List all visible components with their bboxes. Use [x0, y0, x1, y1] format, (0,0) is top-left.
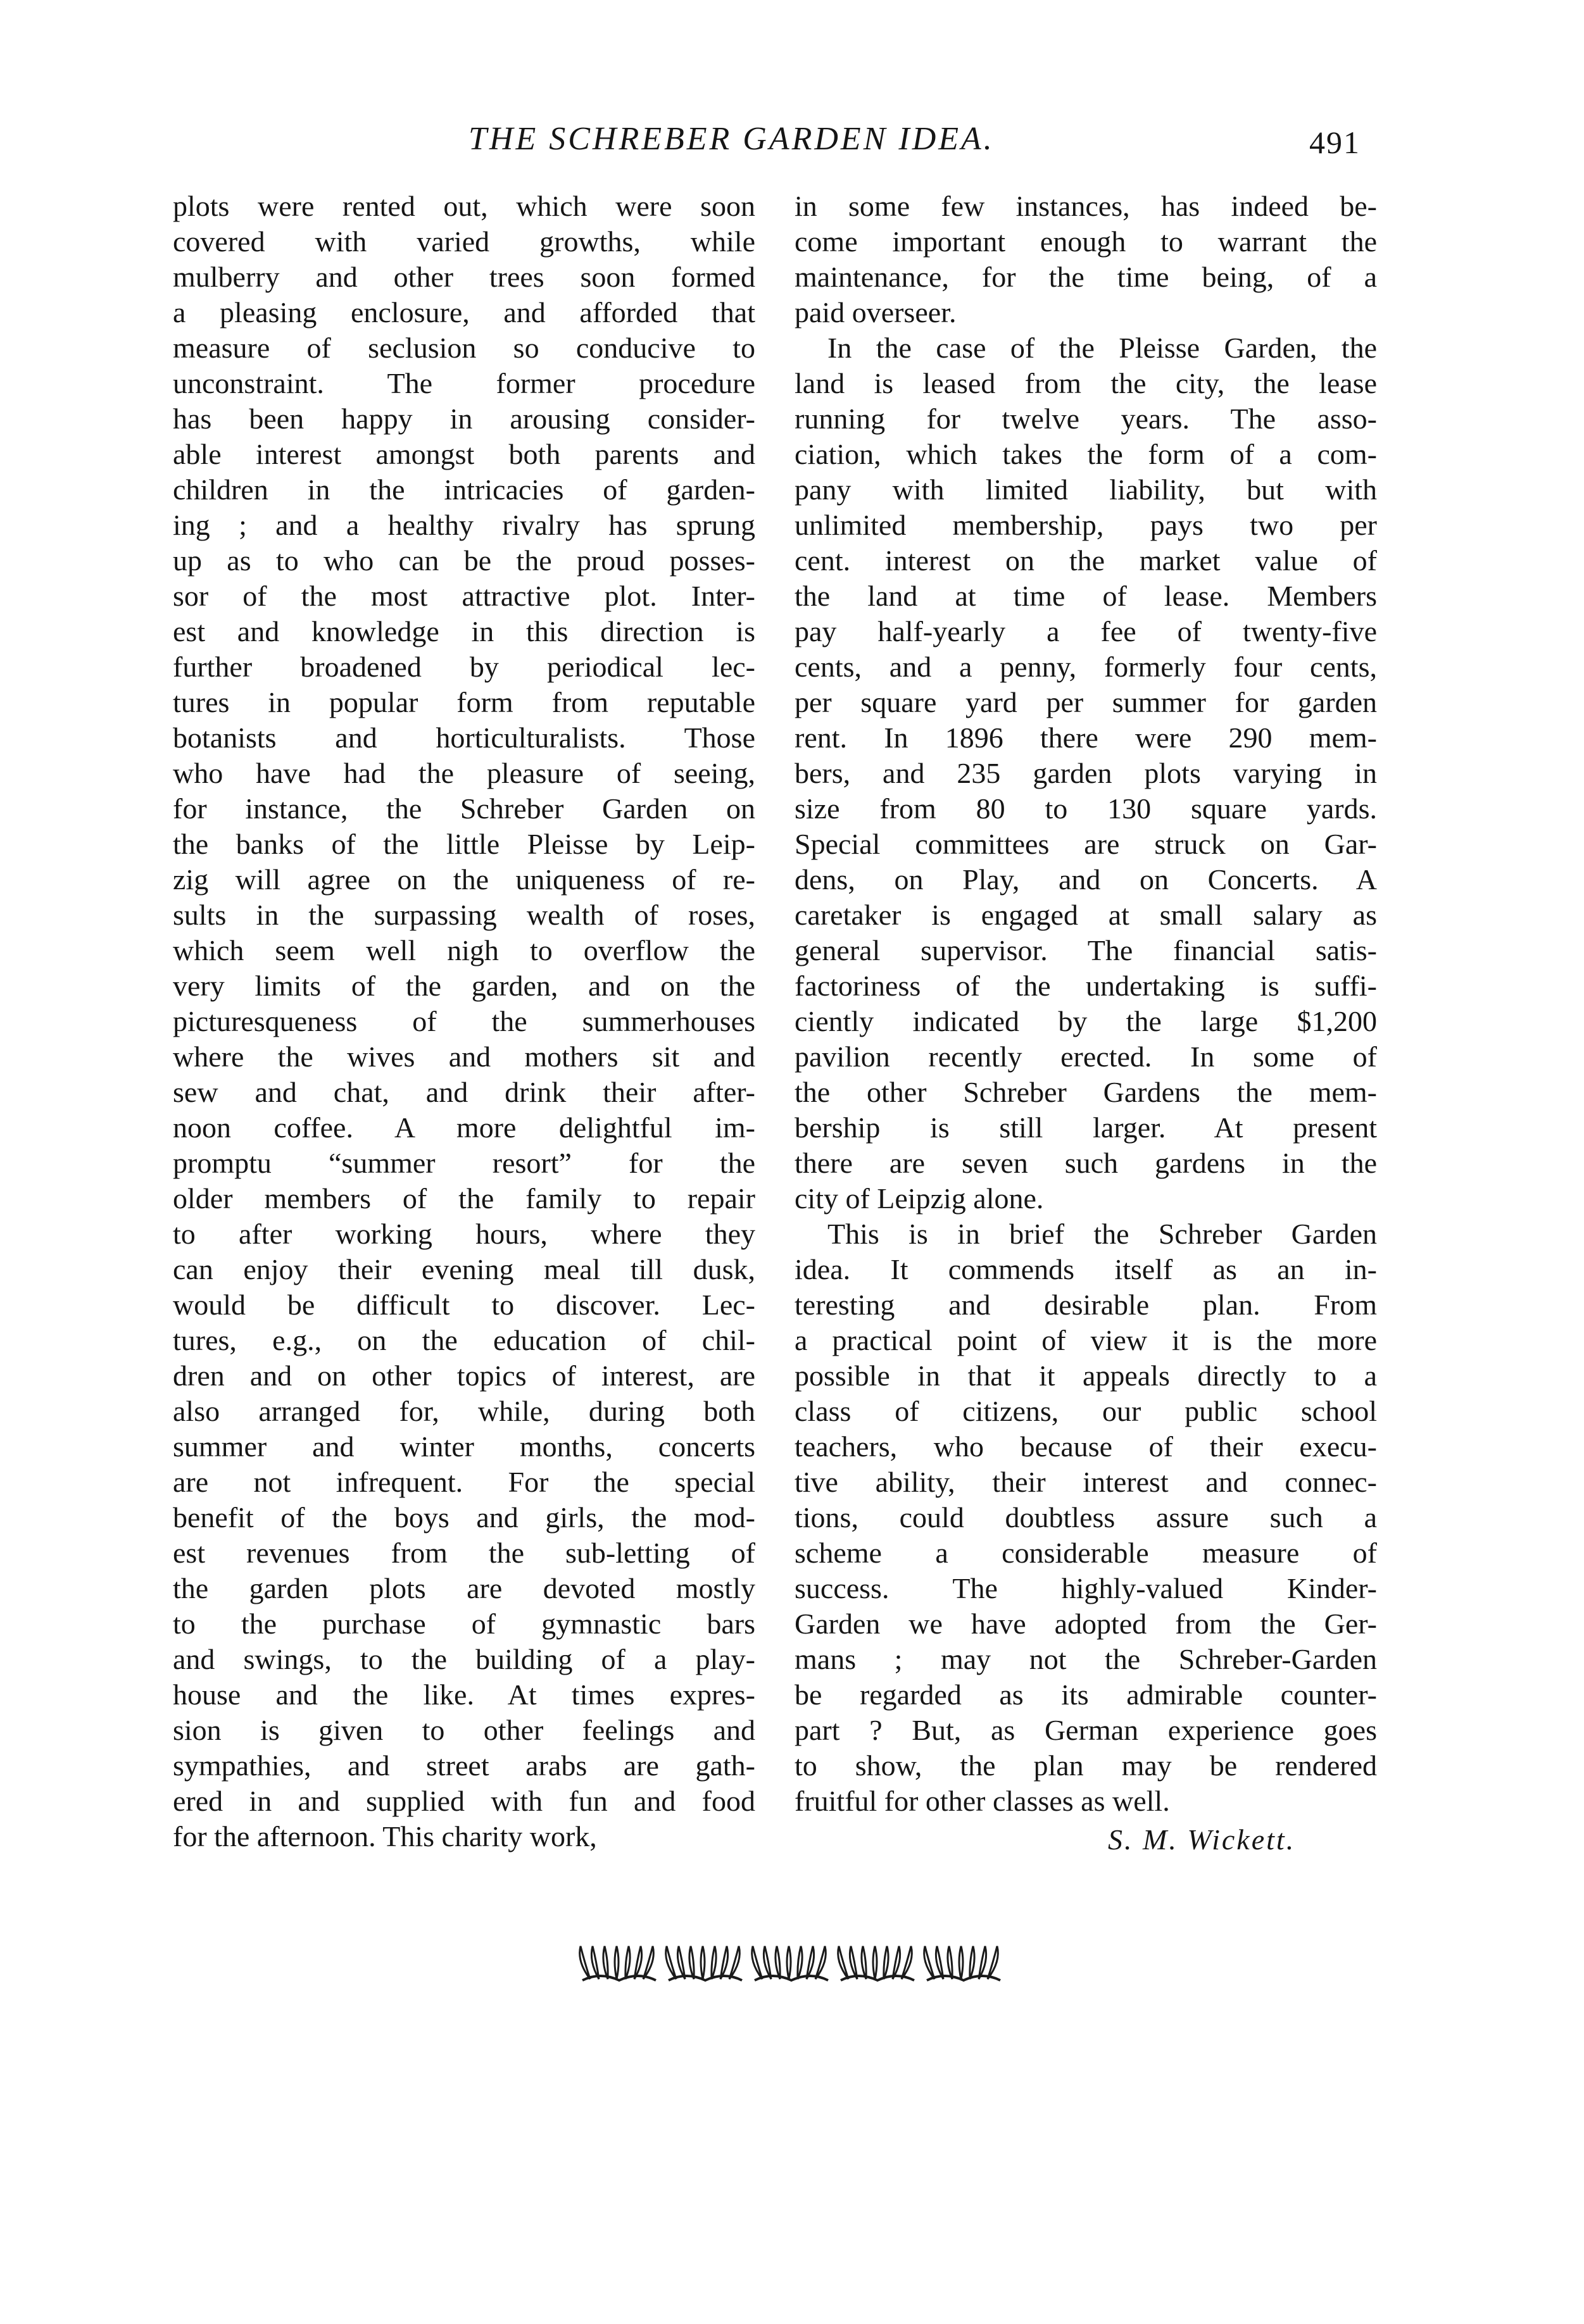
text-line: and swings, to the building of a play-: [173, 1643, 755, 1675]
text-line: very limits of the garden, and on the: [173, 970, 755, 1002]
text-line: unlimited membership, pays two per: [795, 509, 1377, 541]
text-line: mans ; may not the Schreber-Garden: [795, 1643, 1377, 1675]
text-line: a practical point of view it is the more: [795, 1324, 1377, 1356]
text-line: tures, e.g., on the education of chil-: [173, 1324, 755, 1356]
text-line: rent. In 1896 there were 290 mem-: [795, 722, 1377, 754]
text-line: the garden plots are devoted mostly: [173, 1572, 755, 1604]
text-line: summer and winter months, concerts: [173, 1430, 755, 1463]
leaf-motif-icon: [580, 1946, 656, 1980]
running-title: THE SCHREBER GARDEN IDEA.: [468, 121, 995, 157]
text-line: who have had the pleasure of seeing,: [173, 757, 755, 789]
text-line: come important enough to warrant the: [795, 225, 1377, 258]
text-line: Special committees are struck on Gar-: [795, 828, 1377, 860]
page-header: [0, 120, 1584, 171]
text-line: ciently indicated by the large $1,200: [795, 1005, 1377, 1037]
leaf-motif-icon: [838, 1946, 914, 1980]
text-line: per square yard per summer for garden: [795, 686, 1377, 718]
text-line: promptu “summer resort” for the: [173, 1147, 755, 1179]
text-line: size from 80 to 130 square yards.: [795, 792, 1377, 825]
text-line: tures in popular form from reputable: [173, 686, 755, 718]
text-line: ered in and supplied with fun and food: [173, 1785, 755, 1817]
text-line: ing ; and a healthy rivalry has sprung: [173, 509, 755, 541]
text-line: would be difficult to discover. Lec-: [173, 1289, 755, 1321]
text-line: also arranged for, while, during both: [173, 1395, 755, 1427]
leaf-ornament-icon: [576, 1940, 1007, 1984]
text-line: In the case of the Pleisse Garden, the: [827, 332, 1377, 364]
text-line: where the wives and mothers sit and: [173, 1040, 755, 1073]
text-line: a pleasing enclosure, and afforded that: [173, 296, 755, 328]
text-line: paid overseer.: [795, 296, 957, 328]
text-line: up as to who can be the proud posses-: [173, 544, 755, 577]
text-line: benefit of the boys and girls, the mod-: [173, 1501, 755, 1534]
text-line: to show, the plan may be rendered: [795, 1749, 1377, 1782]
text-line: for instance, the Schreber Garden on: [173, 792, 755, 825]
leaf-motif-icon: [666, 1946, 742, 1980]
text-line: the other Schreber Gardens the mem-: [795, 1076, 1377, 1108]
text-line: idea. It commends itself as an in-: [795, 1253, 1377, 1285]
text-line: unconstraint. The former procedure: [173, 367, 755, 399]
text-line: has been happy in arousing consider-: [173, 403, 755, 435]
text-line: running for twelve years. The asso-: [795, 403, 1377, 435]
text-line: botanists and horticulturalists. Those: [173, 722, 755, 754]
text-line: covered with varied growths, while: [173, 225, 755, 258]
text-line: further broadened by periodical lec-: [173, 651, 755, 683]
text-line: are not infrequent. For the special: [173, 1466, 755, 1498]
text-line: there are seven such gardens in the: [795, 1147, 1377, 1179]
text-line: fruitful for other classes as well.: [795, 1785, 1170, 1817]
text-line: sion is given to other feelings and: [173, 1714, 755, 1746]
text-line: teresting and desirable plan. From: [795, 1289, 1377, 1321]
text-line: can enjoy their evening meal till dusk,: [173, 1253, 755, 1285]
text-line: teachers, who because of their execu-: [795, 1430, 1377, 1463]
text-line: dens, on Play, and on Concerts. A: [795, 863, 1377, 896]
text-line: plots were rented out, which were soon: [173, 190, 755, 222]
right-column: [795, 189, 1377, 1819]
text-line: ciation, which takes the form of a com-: [795, 438, 1377, 470]
text-line: cent. interest on the market value of: [795, 544, 1377, 577]
text-line: noon coffee. A more delightful im-: [173, 1111, 755, 1144]
text-line: cents, and a penny, formerly four cents,: [795, 651, 1377, 683]
text-line: part ? But, as German experience goes: [795, 1714, 1377, 1746]
text-line: which seem well nigh to overflow the: [173, 934, 755, 966]
text-line: picturesqueness of the summerhouses: [173, 1005, 755, 1037]
text-line: possible in that it appeals directly to a: [795, 1359, 1377, 1392]
text-line: for the afternoon. This charity work,: [173, 1820, 597, 1852]
text-line: dren and on other topics of interest, are: [173, 1359, 755, 1392]
left-column: [173, 189, 755, 1854]
text-line: pay half-yearly a fee of twenty-five: [795, 615, 1377, 647]
text-line: est revenues from the sub-letting of: [173, 1537, 755, 1569]
text-line: tions, could doubtless assure such a: [795, 1501, 1377, 1534]
leaf-motif-icon: [752, 1946, 828, 1980]
text-line: sympathies, and street arabs are gath-: [173, 1749, 755, 1782]
text-line: city of Leipzig alone.: [795, 1182, 1044, 1215]
text-line: to after working hours, where they: [173, 1218, 755, 1250]
text-line: maintenance, for the time being, of a: [795, 261, 1377, 293]
text-line: sew and chat, and drink their after-: [173, 1076, 755, 1108]
text-line: bership is still larger. At present: [795, 1111, 1377, 1144]
text-line: measure of seclusion so conducive to: [173, 332, 755, 364]
text-line: class of citizens, our public school: [795, 1395, 1377, 1427]
leaf-motif-icon: [924, 1946, 1000, 1980]
text-line: sults in the surpassing wealth of roses,: [173, 899, 755, 931]
text-line: land is leased from the city, the lease: [795, 367, 1377, 399]
text-line: children in the intricacies of garden-: [173, 473, 755, 506]
text-line: Garden we have adopted from the Ger-: [795, 1608, 1377, 1640]
text-line: able interest amongst both parents and: [173, 438, 755, 470]
text-line: bers, and 235 garden plots varying in: [795, 757, 1377, 789]
page-number: 491: [1309, 125, 1361, 160]
text-line: the banks of the little Pleisse by Leip-: [173, 828, 755, 860]
text-line: This is in brief the Schreber Garden: [827, 1218, 1377, 1250]
text-line: sor of the most attractive plot. Inter-: [173, 580, 755, 612]
text-line: house and the like. At times expres-: [173, 1678, 755, 1711]
text-line: be regarded as its admirable counter-: [795, 1678, 1377, 1711]
text-line: the land at time of lease. Members: [795, 580, 1377, 612]
text-line: est and knowledge in this direction is: [173, 615, 755, 647]
text-line: in some few instances, has indeed be-: [795, 190, 1377, 222]
text-line: scheme a considerable measure of: [795, 1537, 1377, 1569]
text-line: factoriness of the undertaking is suffi-: [795, 970, 1377, 1002]
text-line: pavilion recently erected. In some of: [795, 1040, 1377, 1073]
text-line: success. The highly-valued Kinder-: [795, 1572, 1377, 1604]
text-line: pany with limited liability, but with: [795, 473, 1377, 506]
text-line: general supervisor. The financial satis-: [795, 934, 1377, 966]
text-line: to the purchase of gymnastic bars: [173, 1608, 755, 1640]
text-line: mulberry and other trees soon formed: [173, 261, 755, 293]
text-line: older members of the family to repair: [173, 1182, 755, 1215]
text-line: tive ability, their interest and connec-: [795, 1466, 1377, 1498]
text-line: zig will agree on the uniqueness of re-: [173, 863, 755, 896]
text-line: caretaker is engaged at small salary as: [795, 899, 1377, 931]
author-signature: S. M. Wickett.: [1108, 1823, 1296, 1856]
